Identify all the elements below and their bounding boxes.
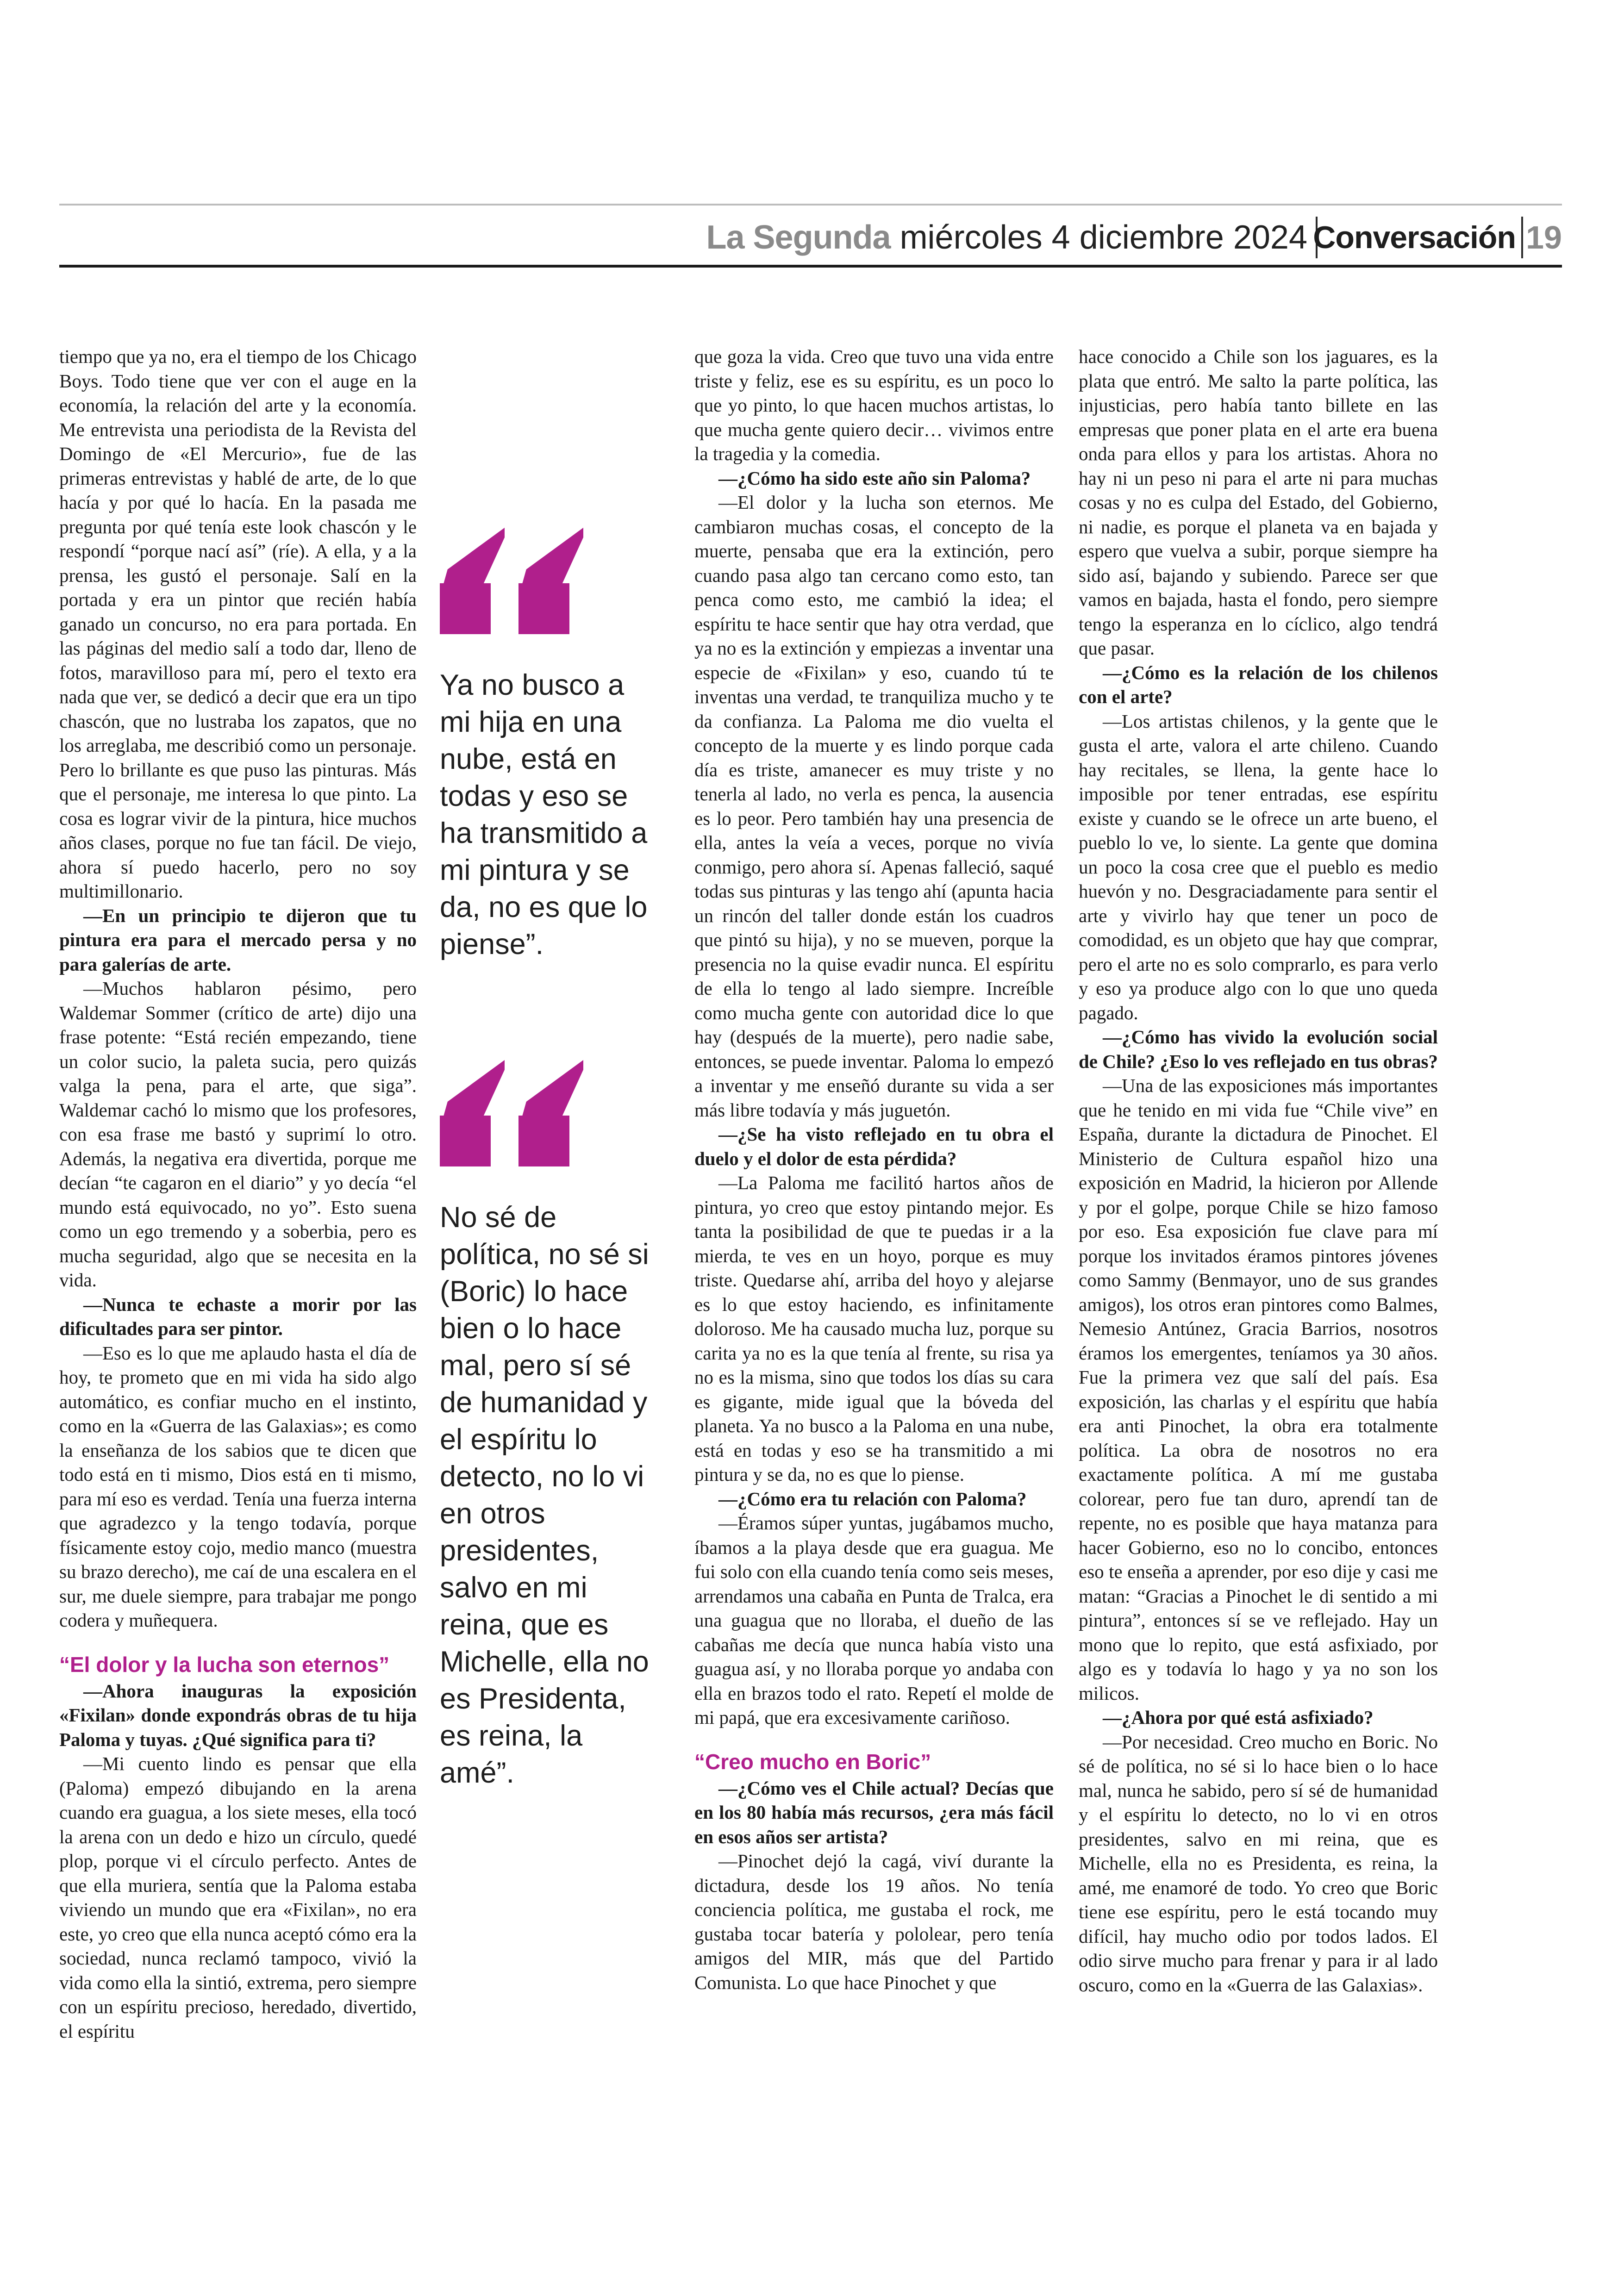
interview-question: —¿Cómo ves el Chile actual? Decías que en los 80 había más recursos, ¿era más fácil en esos años ser artista? bbox=[694, 1777, 1054, 1847]
body-paragraph: —Éramos súper yuntas, jugábamos mucho, íbamos a la playa desde que era guagua. Me fui solo con ella cuando tenía como seis meses, arrendamos una cabaña en Punta de Tralca, era una guagua que no lloraba, el dueño de las cabañas me decía que nunca había visto una guagua así, y no lloraba porque yo andaba con ella en brazos todo el rato. Repetí el molde de mi papá, que era excesivamente cariñoso. bbox=[694, 1512, 1054, 1728]
interview-question: —¿Se ha visto reflejado en tu obra el duelo y el dolor de esta pérdida? bbox=[694, 1123, 1054, 1169]
subheading: “El dolor y la lucha son eternos” bbox=[59, 1652, 390, 1677]
pull-quote bbox=[440, 1051, 662, 1791]
article-column-2 bbox=[694, 344, 1054, 2140]
masthead bbox=[59, 208, 1562, 264]
quote-marks-icon bbox=[440, 518, 662, 639]
article-column-3 bbox=[1079, 344, 1438, 2140]
interview-question: —¿Cómo era tu relación con Paloma? bbox=[718, 1488, 1027, 1509]
interview-question: —¿Cómo has vivido la evolución social de Chile? ¿Eso lo ves reflejado en tus obras? bbox=[1079, 1026, 1438, 1072]
header-separator bbox=[1521, 217, 1523, 258]
body-paragraph: —Una de las exposiciones más importantes que he tenido en mi vida fue “Chile vive” en España, durante la dictadura de Pinochet. El Ministerio de Cultura español hizo una exposición en Madrid, la hicieron por Allende y por el golpe, porque Chile se hizo famoso por eso. Esa exposición fue clave para mí porque los invitados éramos pintores jóvenes como Sammy (Benmayor, uno de sus grandes amigos), los otros eran pintores como Balmes, Nemesio Antúnez, Gracia Barrios, nosotros éramos los emergentes, teníamos ya 30 años. Fue la primera vez que salí del país. Esa exposición, las charlas y el espíritu que había era anti Pinochet, la obra era totalmente política. La obra de nosotros no era exactamente política. A mí me gustaba colorear, pero fue tan duro, aprendí tan de repente, no es posible que haya matanza para hacer Gobierno, eso no lo concibo, entonces eso te enseña a aprender, por eso dije y casi me matan: “Gracias a Pinochet le di sentido a mi pintura”, entonces sí se ve reflejado. Hay un mono que lo repito, que está asfixiado, por algo es y todavía lo hago y ya no son los milicos. bbox=[1079, 1075, 1438, 1704]
pull-quote-text: No sé de política, no sé si (Boric) lo hace bien o lo hace mal, pero sí sé de humanidad y el espíritu lo detecto, no lo vi en otros presidentes, salvo en mi reina, que es Michelle, ella no es Presidenta, es reina, la amé”. bbox=[440, 1201, 649, 1789]
newspaper-name: La Segunda bbox=[706, 219, 891, 256]
publication-line bbox=[706, 212, 1308, 263]
body-paragraph: —Pinochet dejó la cagá, viví durante la dictadura, desde los 19 años. No tenía conciencia política, me gustaba el rock, me gustaba tocar batería y pololear, pero tenía amigos del MIR, más que del Partido Comunista. Lo que hace Pinochet y que bbox=[694, 1850, 1054, 1993]
body-paragraph: hace conocido a Chile son los jaguares, es la plata que entró. Me salto la parte política, las injusticias, pero había tanto billete en las empresas que poner plata en el arte era buena onda para ellos y para los artistas. Ahora no hay ni un peso ni para el arte ni para muchas cosas y no es culpa del Estado, del Gobierno, ni nadie, es porque el planeta va en bajada y espero que vuelva a subir, porque siempre ha sido así, bajando y subiendo. Parece ser que vamos en bajada, hasta el fondo, pero siempre tengo la esperanza en lo cíclico, algo tendrá que pasar. bbox=[1079, 346, 1438, 659]
issue-date: miércoles 4 diciembre 2024 bbox=[899, 219, 1307, 256]
body-paragraph: —Por necesidad. Creo mucho en Boric. No sé de política, no sé si lo hace bien o lo hace mal, nunca he sabido, pero sí sé de humanidad y el espíritu lo detecto, no lo vi en otros presidentes, salvo en mi reina, que es Michelle, ella no es Presidenta, es reina, la amé, me enamoré de todo. Yo creo que Boric tiene ese espíritu, pero le está tocando muy difícil, hay mucho odio por todos lados. El odio sirve mucho para frenar y para ir al lado oscuro, como en la «Guerra de las Galaxias». bbox=[1079, 1731, 1438, 1996]
body-paragraph: —Eso es lo que me aplaudo hasta el día de hoy, te prometo que en mi vida ha sido algo automático, es confiar mucho en el instinto, como en la «Guerra de las Galaxias»; es como la enseñanza de los sabios que te dicen que todo está en ti mismo, Dios está en ti mismo, para mí eso es verdad. Tenía una fuerza interna que agradezco y la tengo todavía, porque físicamente estoy cojo, medio manco (muestra su brazo derecho), me caí de una escalera en el sur, me duele siempre, para trabajar me pongo codera y muñequera. bbox=[59, 1342, 417, 1631]
body-paragraph: —Los artistas chilenos, y la gente que le gusta el arte, valora el arte chileno. Cuando hay recitales, se llena, la gente hace lo imposible por tener entradas, ese espíritu existe y cuando se le ofrece un arte bueno, el pueblo lo ve, lo siente. La gente que domina un poco la cosa cree que el pueblo es medio huevón y no. Desgraciadamente para sentir el arte y vivirlo hay que tener un poco de comodidad, es un objeto que hay que comprar, pero el arte no es solo comprarlo, es para verlo y eso ya produce algo con lo que uno queda pagado. bbox=[1079, 710, 1438, 1023]
body-paragraph: —La Paloma me facilitó hartos años de pintura, yo creo que estoy pintando mejor. Es tanta la posibilidad de que te puedas ir a la mierda, te ves en un hoyo, porque es muy triste. Quedarse ahí, arriba del hoyo y alejarse es lo que estoy haciendo, es infinitamente doloroso. Me ha causado mucha luz, porque su carita ya no es la que tenía al frente, su risa ya no es la misma, sino que todos los días su cara es gigante, mide igual que la bóveda del planeta. Ya no busco a la Paloma en una nube, está en todas y eso se ha transmitido a mi pintura y se da, no es que lo piense. bbox=[694, 1172, 1054, 1485]
interview-question: —¿Cómo ha sido este año sin Paloma? bbox=[718, 467, 1031, 489]
subheading: “Creo mucho en Boric” bbox=[694, 1749, 931, 1774]
interview-question: —¿Ahora por qué está asfixiado? bbox=[1103, 1707, 1374, 1728]
body-paragraph: —Mi cuento lindo es pensar que ella (Paloma) empezó dibujando en la arena cuando era guagua, a los siete meses, ella tocó la arena con un dedo e hizo un círculo, quedé plop, porque vi el círculo perfecto. Antes de que ella muriera, sentía que la Paloma estaba viviendo un mundo que era «Fixilan», no era este, yo creo que ella nunca aceptó cómo era la sociedad, nunca reclamó tampoco, vivió la vida como ella la sintió, extrema, pero siempre con un espíritu precioso, heredado, divertido, el espíritu bbox=[59, 1753, 417, 2042]
interview-question: —En un principio te dijeron que tu pintura era para el mercado persa y no para galerías de arte. bbox=[59, 904, 417, 975]
body-paragraph: tiempo que ya no, era el tiempo de los Chicago Boys. Todo tiene que ver con el auge en la economía, la relación del arte y la economía. Me entrevista una periodista de la Revista del Domingo de «El Mercurio», fue de las primeras entrevistas y hablé de arte, de lo que hacía y por qué lo hacía. En la pasada me pregunta por qué tenía este look chascón y le respondí “porque nací así” (ríe). A ella, y a la prensa, les gustó el personaje. Salí en la portada y era un pintor que recién había ganado un concurso, no era para portada. En las páginas del medio salí a todo dar, lleno de fotos, maravilloso para mí, pero el texto era nada que ver, se dedicó a decir que era un tipo chascón, que no lustraba los zapatos, que no los arreglaba, me describió como un personaje. Pero lo brillante es que puso las pinturas. Más que el personaje, me interesa lo que pinto. La cosa es lograr vivir de la pintura, hice muchos años clases, porque no fue tan fácil. De viejo, ahora sí puedo hacerlo, pero no soy multimillonario. bbox=[59, 346, 417, 902]
page-number: 19 bbox=[1526, 219, 1562, 256]
interview-question: —Nunca te echaste a morir por las dificultades para ser pintor. bbox=[59, 1293, 417, 1339]
body-paragraph: —Muchos hablaron pésimo, pero Waldemar Sommer (crítico de arte) dijo una frase potente: “Está recién empezando, tiene un color sucio, la paleta sucia, pero quizás valga la pena, para el arte, que siga”. Waldemar cachó lo mismo que los profesores, con esa frase me bastó y suprimí lo otro. Además, la negativa era divertida, porque me decían “te cagaron en el diario” y yo decía “el mundo está equivocado, no yo”. Esto suena como un ego tremendo y a soberbia, pero es mucha seguridad, algo que se necesita en la vida. bbox=[59, 978, 417, 1291]
body-paragraph: —El dolor y la lucha son eternos. Me cambiaron muchas cosas, el concepto de la muerte, pensaba que era la extinción, pero cuando pasa algo tan cercano como esto, tan penca como esto, me cambió la idea; el espíritu te hace sentir que hay otra verdad, que ya no es la extinción y empiezas a inventar una especie de «Fixilan» y eso, cuando tú te inventas una verdad, te tranquiliza mucho y te da confianza. La Paloma me dio vuelta el concepto de la muerte y es lindo porque cada día es triste, amanecer es muy triste y no tenerla al lado, no verla es penca, la ausencia es lo peor. Pero también hay una presencia de ella, antes la veía a veces, porque no vivía conmigo, pero ahora sí. Apenas falleció, saqué todas sus pinturas y las tengo ahí (apunta hacia un rincón del taller donde están los cuadros que pintó su hija), y no se mueven, porque la presencia no la quise evadir nunca. El espíritu de ella lo tengo al lado siempre. Increíble como mucha gente con autoridad dice lo que hay (después de la muerte), pero nadie sabe, entonces, se puede inventar. Paloma lo empezó a inventar y me enseñó durante su vida a ser más libre todavía y más juguetón. bbox=[694, 492, 1054, 1121]
interview-question: —Ahora inauguras la exposición «Fixilan» donde expondrás obras de tu hija Paloma y tuyas. ¿Qué significa para ti? bbox=[59, 1680, 417, 1750]
section-title: Conversación bbox=[1313, 220, 1516, 255]
quote-marks-icon bbox=[440, 1051, 662, 1171]
header-bottom-rule bbox=[59, 265, 1562, 268]
pull-quote bbox=[440, 518, 662, 963]
interview-question: —¿Cómo es la relación de los chilenos con el arte? bbox=[1079, 661, 1438, 707]
article-column-1 bbox=[59, 344, 417, 2140]
header-top-rule bbox=[59, 204, 1562, 206]
body-paragraph: que goza la vida. Creo que tuvo una vida entre triste y feliz, ese es su espíritu, es un poco lo que yo pinto, lo que hacen muchos artistas, lo que mucha gente quiero decir… vivimos entre la tragedia y la comedia. bbox=[694, 346, 1054, 464]
pull-quote-text: Ya no busco a mi hija en una nube, está en todas y eso se ha transmitido a mi pintura y se da, no es que lo piense”. bbox=[440, 669, 648, 960]
